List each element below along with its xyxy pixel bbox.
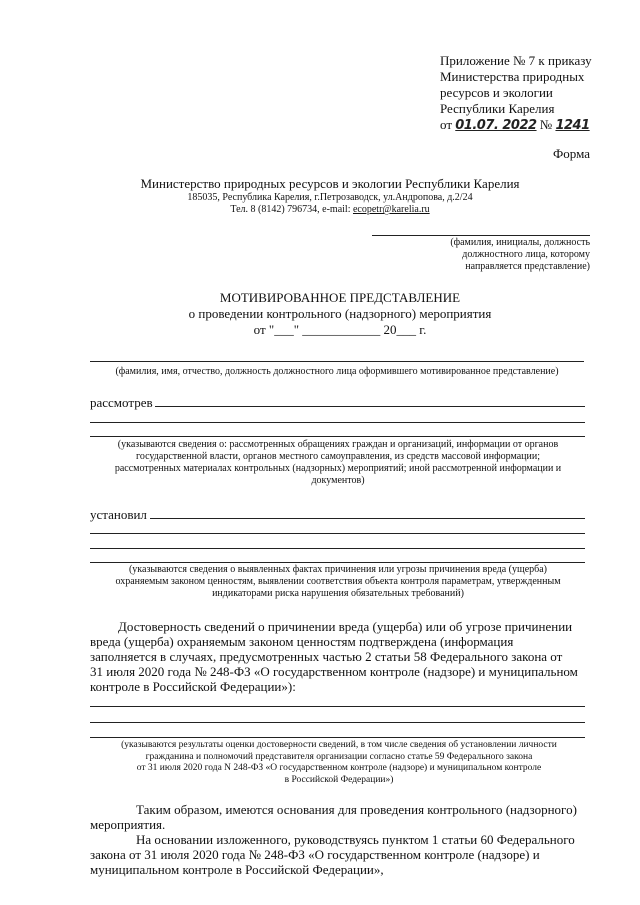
- established-label: установил: [90, 507, 147, 522]
- established-caption-line1: (указываются сведения о выявленных фактах причинения или угрозы причинения вреда (ущерба): [128, 564, 548, 575]
- appendix-from-label: от: [440, 117, 453, 132]
- form-label: Форма: [553, 146, 590, 161]
- reliability-caption-line1: (указываются результаты оценки достоверности сведений, в том числе сведения об установлении личности: [121, 740, 557, 750]
- conclusion-paragraph: [90, 802, 590, 877]
- reviewed-caption-line3: рассмотренных материалах контрольных (надзорных) мероприятий; иной рассмотренной информации и: [114, 463, 562, 474]
- reliability-line5: контроле в Российской Федерации»):: [90, 679, 296, 694]
- conclusion-line1: Таким образом, имеются основания для проведения контрольного (надзорного): [136, 802, 577, 817]
- established-caption-line2: охраняемым законом ценностям, выявлении соответствия объекта контроля параметрам, утвержденным: [115, 576, 561, 587]
- ministry-phone: Тел. 8 (8142) 796734, e-mail:: [230, 204, 353, 215]
- document-date-line: от "___" ____________ 20___ г.: [253, 322, 427, 337]
- reliability-caption-line3: от 31 июля 2020 года N 248-ФЗ «О государственном контроле (надзоре) и муниципальном контроле: [136, 763, 542, 773]
- appendix-line4: Республики Карелия: [440, 101, 555, 116]
- reliability-line-c: [90, 737, 585, 738]
- recipient-caption-line3: направляется представление): [465, 261, 590, 272]
- reviewed-line-2: [90, 422, 585, 423]
- document-title: МОТИВИРОВАННОЕ ПРЕДСТАВЛЕНИЕ: [219, 290, 461, 305]
- conclusion-line2: мероприятия.: [90, 817, 166, 832]
- reviewed-line-3: [90, 436, 585, 437]
- official-caption: (фамилия, имя, отчество, должность должностного лица оформившего мотивированное представление): [115, 366, 559, 377]
- established-line-4: [90, 562, 585, 563]
- official-line: [90, 361, 584, 362]
- established-line-3: [90, 548, 585, 549]
- appendix-number-handwritten: 1241: [555, 118, 590, 133]
- ministry-contacts: [120, 204, 540, 216]
- reliability-caption-line4: в Российской Федерации»): [284, 774, 394, 785]
- recipient-caption-line1: (фамилия, инициалы, должность: [450, 237, 590, 248]
- reviewed-caption-line2: государственной власти, органов местного самоуправления, из средств массовой информации;: [136, 451, 540, 462]
- established-caption: [88, 564, 588, 600]
- reliability-caption-line2: гражданина и полномочий представителя организации согласно статье 59 Федерального закона: [145, 751, 533, 762]
- reliability-paragraph: [90, 619, 590, 694]
- recipient-caption-line2: должностного лица, которому: [462, 249, 590, 260]
- reliability-line4: 31 июля 2020 года № 248-ФЗ «О государственном контроле (надзоре) и муниципальном: [90, 664, 578, 679]
- appendix-line3: ресурсов и экологии: [440, 85, 553, 100]
- reviewed-label: рассмотрев: [90, 395, 153, 410]
- ministry-name: Министерство природных ресурсов и экологии Республики Карелия: [140, 176, 520, 191]
- reliability-line-a: [90, 706, 585, 707]
- appendix-line1: Приложение № 7 к приказу: [440, 53, 592, 68]
- reliability-line-b: [90, 722, 585, 723]
- reliability-line2: вреда (ущерба) охраняемым законом ценностям подтверждена (информация: [90, 634, 514, 649]
- appendix-number-label: №: [539, 117, 553, 132]
- recipient-line: [372, 235, 590, 236]
- appendix-order-line: [440, 117, 590, 133]
- reviewed-caption-line1: (указываются сведения о: рассмотренных обращениях граждан и организаций, информации от органов: [117, 439, 559, 450]
- ministry-address: 185035, Республика Карелия, г.Петрозаводск, ул.Андропова, д.2/24: [187, 192, 473, 203]
- document-subtitle: о проведении контрольного (надзорного) мероприятия: [188, 306, 492, 321]
- appendix-line2: Министерства природных: [440, 69, 585, 84]
- recipient-caption: [372, 237, 590, 273]
- reviewed-line-1: [155, 406, 585, 407]
- established-line-1: [150, 518, 585, 519]
- reviewed-caption: [88, 439, 588, 487]
- reliability-line1: Достоверность сведений о причинении вреда (ущерба) или об угрозе причинении: [118, 619, 573, 634]
- ministry-email-link[interactable]: ecopetr@karelia.ru: [352, 204, 430, 215]
- established-caption-line3: индикаторами риска нарушения обязательных требований): [212, 588, 464, 599]
- established-line-2: [90, 533, 585, 534]
- reviewed-caption-line4: документов): [311, 475, 365, 486]
- reliability-caption: [84, 740, 594, 786]
- conclusion-line4: закона от 31 июля 2020 года № 248-ФЗ «О государственном контроле (надзоре) и: [90, 847, 540, 862]
- conclusion-line3: На основании изложенного, руководствуясь пунктом 1 статьи 60 Федерального: [136, 832, 575, 847]
- reliability-line3: заполняется в случаях, предусмотренных частью 2 статьи 58 Федерального закона от: [90, 649, 563, 664]
- appendix-date-handwritten: 01.07. 2022: [455, 118, 537, 133]
- conclusion-line5: муниципальном контроле в Российской Федерации»,: [90, 862, 384, 877]
